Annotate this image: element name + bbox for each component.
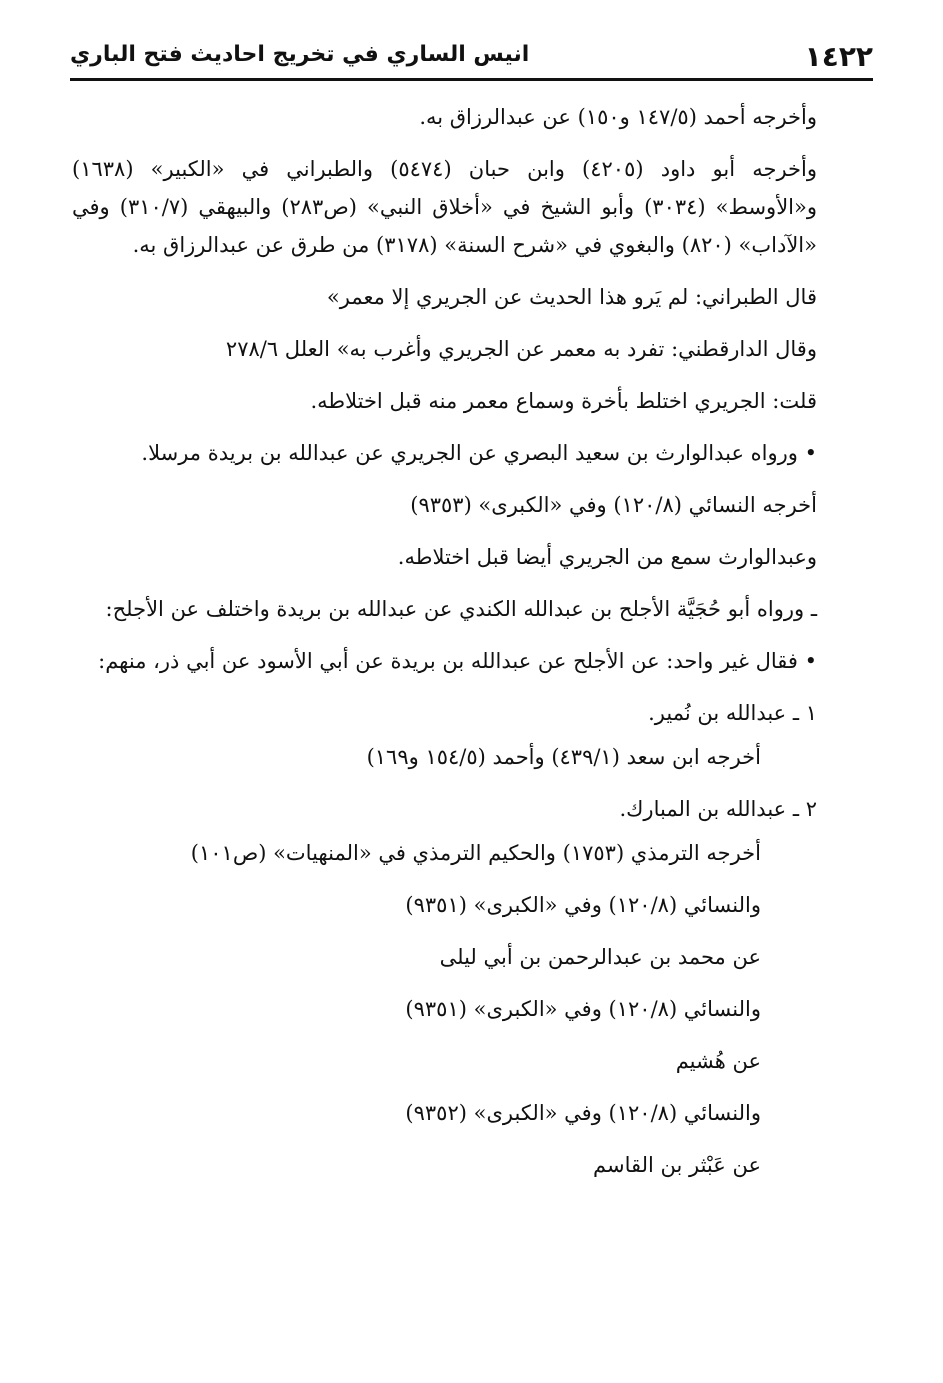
paragraph: ١ ـ عبدالله بن نُمير. bbox=[648, 701, 817, 725]
paragraph: عن عَبْثر بن القاسم bbox=[593, 1153, 761, 1177]
paragraph: وأخرجه أحمد (١٤٧/٥ و١٥٠) عن عبدالرزاق به. bbox=[419, 105, 817, 129]
page-body bbox=[72, 98, 817, 1198]
paragraph: وقال الدارقطني: تفرد به معمر عن الجريري وأغرب به» العلل ٢٧٨/٦ bbox=[225, 337, 817, 361]
page-header bbox=[70, 38, 873, 78]
paragraph: والنسائي (١٢٠/٨) وفي «الكبرى» (٩٣٥١) bbox=[405, 997, 761, 1021]
paragraph: • ورواه عبدالوارث بن سعيد البصري عن الجريري عن عبدالله بن بريدة مرسلا. bbox=[141, 441, 817, 465]
paragraph: ـ ورواه أبو حُجَيَّة الأجلح بن عبدالله الكندي عن عبدالله بن بريدة واختلف عن الأجلح: bbox=[105, 597, 817, 621]
paragraph: أخرجه النسائي (١٢٠/٨) وفي «الكبرى» (٩٣٥٣) bbox=[410, 493, 817, 517]
paragraph: أخرجه الترمذي (١٧٥٣) والحكيم الترمذي في «المنهيات» (ص١٠١) bbox=[190, 841, 761, 865]
running-title: انيس الساري في تخريج احاديث فتح الباري bbox=[70, 42, 530, 67]
paragraph: قلت: الجريري اختلط بأخرة وسماع معمر منه قبل اختلاطه. bbox=[310, 389, 817, 413]
paragraph: والنسائي (١٢٠/٨) وفي «الكبرى» (٩٣٥١) bbox=[405, 893, 761, 917]
paragraph: • فقال غير واحد: عن الأجلح عن عبدالله بن بريدة عن أبي الأسود عن أبي ذر، منهم: bbox=[98, 649, 817, 673]
paragraph: ٢ ـ عبدالله بن المبارك. bbox=[619, 797, 817, 821]
header-rule bbox=[70, 78, 873, 81]
paragraph: أخرجه ابن سعد (٤٣٩/١) وأحمد (١٥٤/٥ و١٦٩) bbox=[366, 745, 761, 769]
paragraph: وأخرجه أبو داود (٤٢٠٥) وابن حبان (٥٤٧٤) والطبراني في «الكبير» (١٦٣٨) و«الأوسط» (٣٠٣٤) وأبو الشيخ في «أخلاق النبي» (ص٢٨٣) والبيهقي (٣١٠/٧) وفي «الآداب» (٨٢٠) والبغوي في «شرح السنة» (٣١٧٨) من طرق عن عبدالرزاق به. bbox=[72, 157, 818, 257]
paragraph: وعبدالوارث سمع من الجريري أيضا قبل اختلاطه. bbox=[397, 545, 817, 569]
paragraph: والنسائي (١٢٠/٨) وفي «الكبرى» (٩٣٥٢) bbox=[405, 1101, 761, 1125]
paragraph: عن محمد بن عبدالرحمن بن أبي ليلى bbox=[439, 945, 761, 969]
paragraph: قال الطبراني: لم يَرو هذا الحديث عن الجريري إلا معمر» bbox=[326, 285, 817, 309]
page-number: ١٤٢٢ bbox=[804, 40, 873, 73]
paragraph: عن هُشيم bbox=[675, 1049, 761, 1073]
